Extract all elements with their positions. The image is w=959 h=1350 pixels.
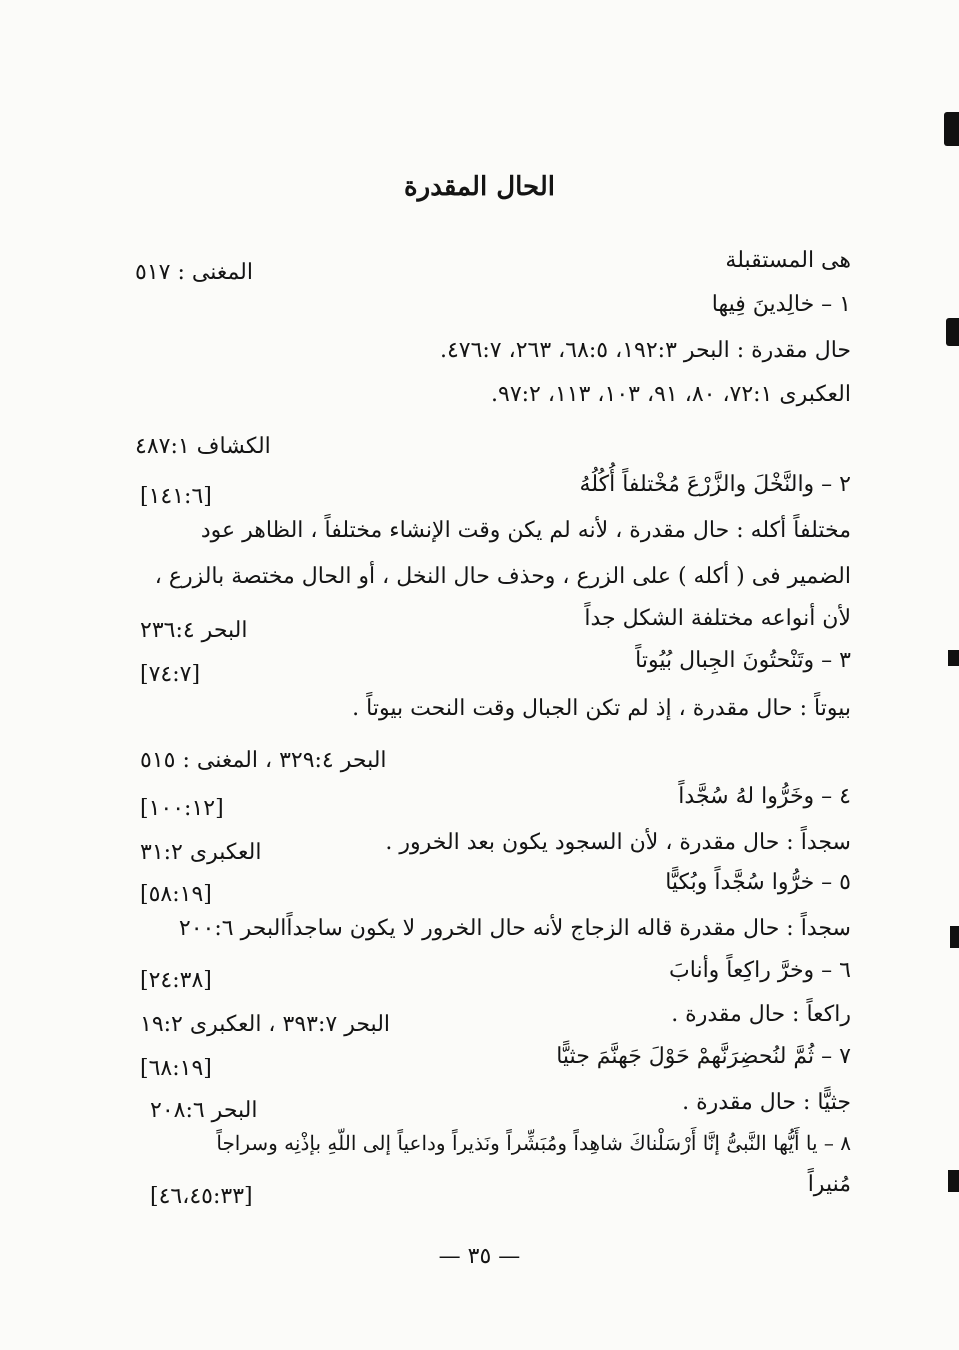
page-title: الحال المقدرة: [404, 172, 555, 202]
scan-edge-mark: [948, 1170, 959, 1192]
entry-2-head: ٢ – والنَّخْلَ والزَّرْعَ مُخْتلفاً أُكُلُهُ: [579, 472, 851, 497]
entry-5-head: ٥ – خرُّوا سُجَّداً وبُكيًّا: [665, 870, 851, 895]
entry-5-note-1: سجداً : حال مقدرة قاله الزجاج لأنه حال الخرور لا يكون ساجداًالبحر ٢٠٠:٦: [178, 916, 851, 941]
entry-3-note-1: بيوتاً : حال مقدرة ، إذ لم تكن الجبال وقت النحت بيوتاً .: [352, 696, 851, 721]
entry-6-head: ٦ – وخرَّ راكِعاً وأنابَ: [669, 958, 851, 983]
entry-1-note-1: حال مقدرة : البحر ١٩٢:٣، ٦٨:٥، ٢٦٣، ٤٧٦:٧.: [439, 338, 851, 363]
entry-4-head: ٤ – وخَرُّوا لهُ سُجَّداً: [678, 784, 851, 809]
scan-edge-mark: [950, 926, 959, 948]
entry-8-head: ٨ – يا أَيُّها النَّبىُّ إنَّا أَرْسَلْناكَ شاهِداً ومُبَشِّراً ونَذيراً وداعياً إلى اللّهِ بإذْنِه وسراجاً: [216, 1131, 851, 1155]
intro-reference: المغنى : ٥١٧: [135, 260, 253, 285]
scan-edge-mark: [946, 318, 959, 346]
entry-7-head: ٧ – ثُمَّ لنُحضِرَنَّهمْ حَوْلَ جَهنَّمَ جثيًّا: [556, 1044, 851, 1069]
entry-1-head: ١ – خالِدينَ فِيها: [711, 292, 851, 317]
entry-3-reference: البحر ٣٢٩:٤ ، المغنى : ٥١٥: [140, 748, 387, 773]
entry-7-note-1: جثيًّا : حال مقدرة .: [682, 1090, 851, 1115]
entry-4-verse-ref: [١٠٠:١٢]: [140, 796, 224, 821]
intro-text: هى المستقبلة: [725, 248, 851, 273]
entry-7-verse-ref: [٦٨:١٩]: [140, 1056, 212, 1081]
entry-4-reference: العكبرى ٣١:٢: [140, 840, 262, 865]
scan-edge-mark: [948, 650, 959, 666]
entry-3-head: ٣ – وتَنْحتُونَ الجِبال بُيُوتاً: [635, 648, 851, 673]
scan-edge-mark: [944, 112, 959, 146]
entry-2-note-1: مختلفاً أكله : حال مقدرة ، لأنه لم يكن وقت الإنشاء مختلفاً ، الظاهر عود: [200, 518, 851, 543]
entry-2-reference: البحر ٢٣٦:٤: [140, 618, 248, 643]
entry-4-note-1: سجداً : حال مقدرة ، لأن السجود يكون بعد الخرور .: [385, 830, 851, 855]
entry-2-verse-ref: [١٤١:٦]: [140, 484, 212, 509]
entry-2-note-2: الضمير فى ( أكله ) على الزرع ، وحذف حال النخل ، أو الحال مختصة بالزرع ،: [154, 564, 851, 589]
entry-1-reference: الكشاف ٤٨٧:١: [135, 434, 271, 459]
page-number: — ٣٥ —: [438, 1244, 521, 1269]
entry-6-reference: البحر ٣٩٣:٧ ، العكبرى ١٩:٢: [140, 1012, 391, 1037]
entry-5-verse-ref: [٥٨:١٩]: [140, 882, 212, 907]
entry-8-verse-ref: [٤٦،٤٥:٣٣]: [150, 1184, 253, 1209]
entry-6-note-1: راكعاً : حال مقدرة .: [671, 1002, 851, 1027]
entry-2-note-3: لأن أنواعه مختلفة الشكل جداً: [584, 606, 851, 631]
entry-8-note-1: مُنيراً: [807, 1172, 851, 1197]
entry-6-verse-ref: [٢٤:٣٨]: [140, 968, 212, 993]
entry-7-reference: البحر ٢٠٨:٦: [150, 1098, 258, 1123]
entry-3-verse-ref: [٧٤:٧]: [140, 662, 201, 687]
entry-1-note-2: العكبرى ٧٢:١، ٨٠، ٩١، ١٠٣، ١١٣، ٩٧:٢.: [491, 382, 851, 407]
